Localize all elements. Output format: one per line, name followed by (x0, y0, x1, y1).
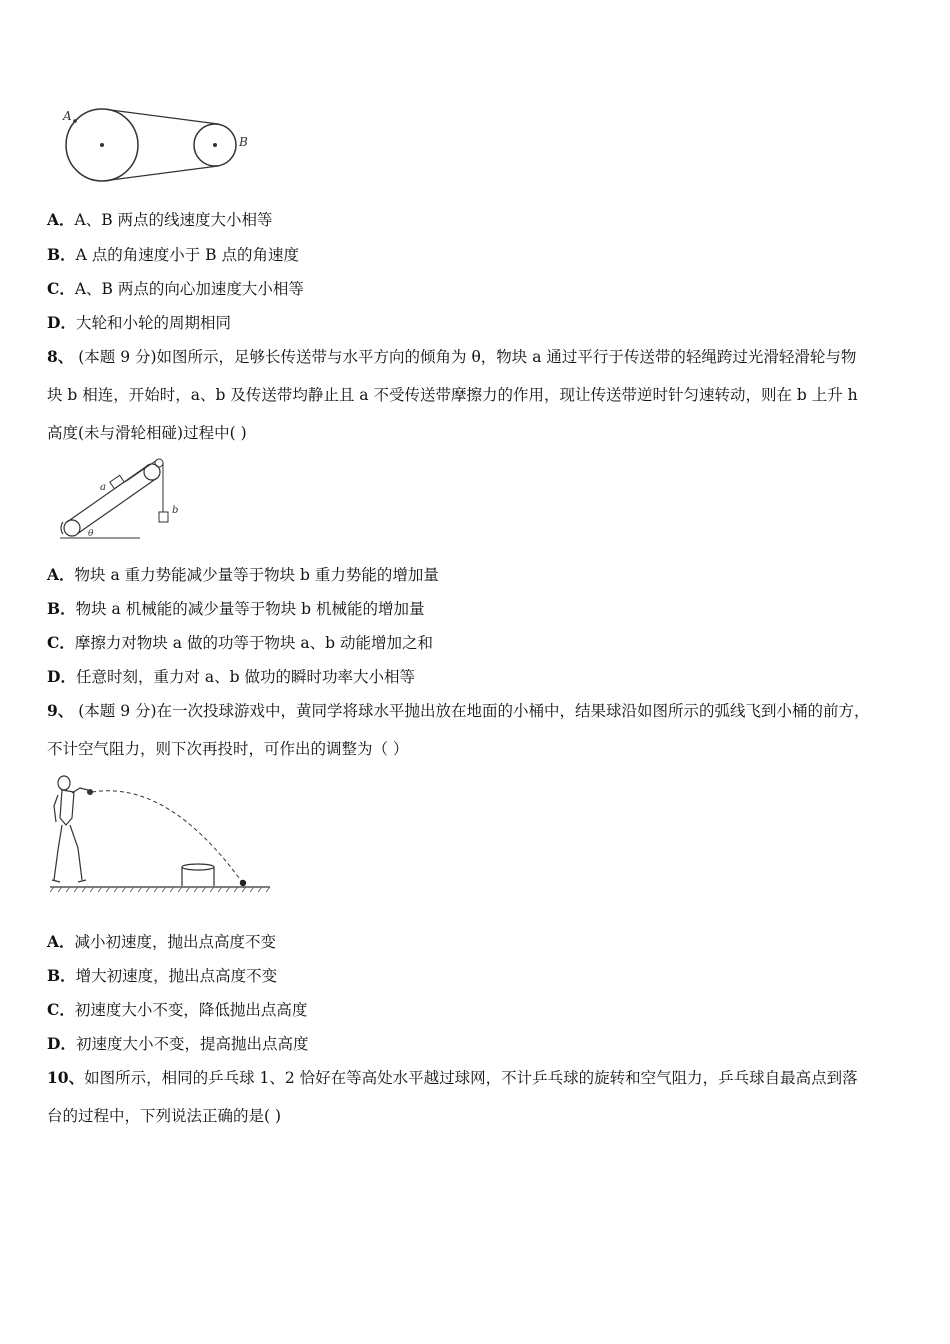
svg-text:a: a (100, 482, 106, 493)
q9-stem-line2: 不计空气阻力，则下次再投时，可作出的调整为（ ） (47, 740, 409, 758)
q8-option-b: B．物块 a 机械能的减少量等于物块 b 机械能的增加量 (47, 599, 425, 618)
ball-throw-figure (48, 770, 273, 895)
q8-option-a: A．物块 a 重力势能减少量等于物块 b 重力势能的增加量 (47, 565, 439, 584)
conveyor-incline-figure (55, 450, 195, 545)
svg-text:b: b (172, 505, 179, 516)
q8-option-d: D．任意时刻，重力对 a、b 做功的瞬时功率大小相等 (47, 667, 415, 686)
q9-option-d: D．初速度大小不变，提高抛出点高度 (47, 1034, 309, 1053)
q7-option-b: B．A 点的角速度小于 B 点的角速度 (47, 245, 299, 264)
pulley-belt-figure (55, 100, 265, 190)
q10-stem-line2: 台的过程中，下列说法正确的是( ) (47, 1107, 282, 1125)
q10-stem-line1: 10、如图所示，相同的乒乓球 1、2 恰好在等高处水平越过球网，不计乒乓球的旋转和空气阻力，乒乓球自最高点到落 (47, 1068, 858, 1087)
q8-stem-line2: 块 b 相连，开始时，a、b 及传送带均静止且 a 不受传送带摩擦力的作用，现让传送带逆时针匀速转动，则在 b 上升 h (47, 386, 858, 404)
q7-option-a: A．A、B 两点的线速度大小相等 (47, 210, 273, 229)
q7-option-c: C．A、B 两点的向心加速度大小相等 (47, 279, 304, 298)
block-a (110, 475, 124, 488)
block-b (159, 512, 168, 522)
point-a-label: A (63, 109, 72, 123)
q9-stem-line1: 9、 (本题 9 分)在一次投球游戏中，黄同学将球水平抛出放在地面的小桶中，结果球沿如图所示的弧线飞到小桶的前方， (47, 701, 870, 720)
svg-text:θ: θ (88, 529, 94, 539)
q9-option-b: B．增大初速度，抛出点高度不变 (47, 966, 278, 985)
q9-option-a: A．减小初速度，抛出点高度不变 (47, 932, 277, 951)
q8-stem-line3: 高度(未与滑轮相碰)过程中( ) (47, 424, 247, 442)
q7-option-d: D．大轮和小轮的周期相同 (47, 313, 231, 332)
q8-option-c: C．摩擦力对物块 a 做的功等于物块 a、b 动能增加之和 (47, 633, 433, 652)
q9-option-c: C．初速度大小不变，降低抛出点高度 (47, 1000, 308, 1019)
ball-trajectory (92, 791, 242, 882)
thrower-figure (52, 776, 88, 882)
ball (240, 880, 246, 886)
q8-stem-line1: 8、 (本题 9 分)如图所示，足够长传送带与水平方向的倾角为 θ，物块 a 通过平行于传送带的轻绳跨过光滑轻滑轮与物 (47, 347, 857, 366)
point-b-label: B (239, 135, 248, 149)
bucket (182, 864, 214, 886)
